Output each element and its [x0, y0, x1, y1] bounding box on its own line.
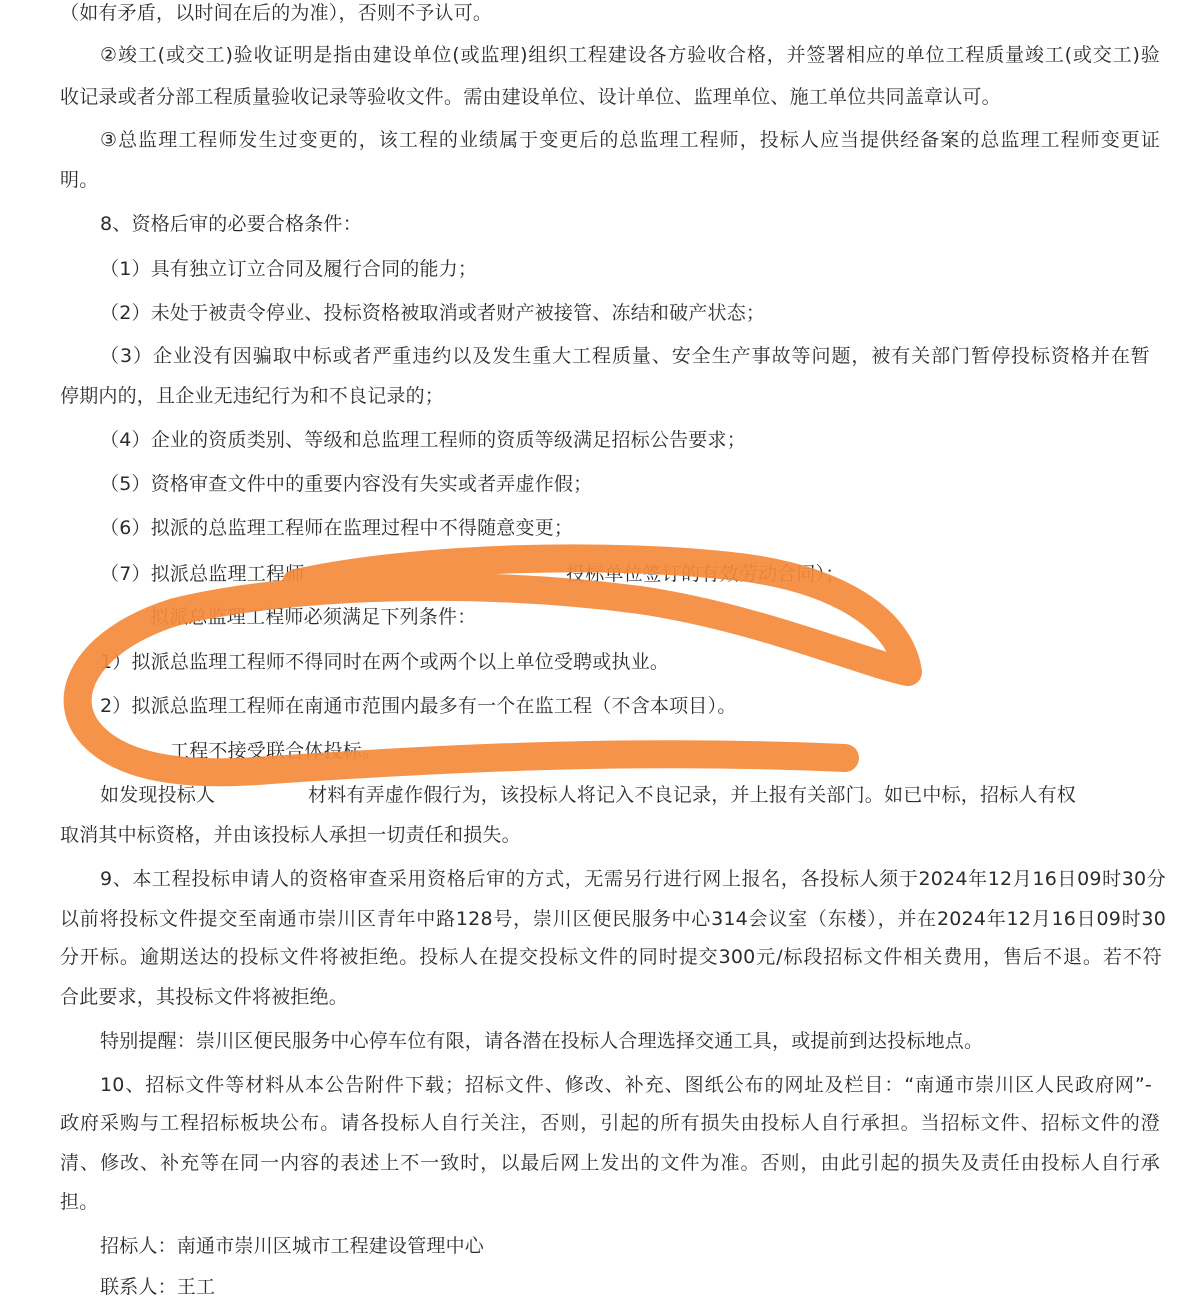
text-line: 停期内的，且企业无违纪行为和不良记录的；	[60, 385, 445, 407]
section-heading: 8、资格后审的必要合格条件：	[100, 213, 362, 235]
list-item-fragment: 投标单位签订的有效劳动合同）；	[566, 563, 845, 585]
text-line: 政府采购与工程招标板块公布。请各投标人自行关注，否则，引起的所有损失由投标人自行承担。当招标文件、招标文件的澄	[60, 1112, 1160, 1134]
text-line: 担。	[60, 1191, 99, 1213]
text-line: （如有矛盾，以时间在后的为准），否则不予认可。	[60, 2, 493, 24]
text-line: 分开标。逾期送达的投标文件将被拒绝。投标人在提交投标文件的同时提交300元/标段招标文件相关费用，售后不退。若不符	[60, 946, 1162, 968]
list-item: 1）拟派总监理工程师不得同时在两个或两个以上单位受聘或执业。	[100, 651, 670, 673]
text-line: 9、本工程投标申请人的资格审查采用资格后审的方式，无需另行进行网上报名，各投标人须于2024年12月16日09时30分	[100, 868, 1166, 890]
text-line: 10、招标文件等材料从本公告附件下载；招标文件、修改、补充、图纸公布的网址及栏目：“南通市崇川区人民政府网”-	[100, 1074, 1152, 1096]
text-line: 取消其中标资格，并由该投标人承担一切责任和损失。	[60, 824, 521, 846]
list-item-fragment: 拟派总监理工程师必须满足下列条件：	[150, 606, 477, 628]
list-item: （7）拟派总监理工程师	[100, 563, 305, 585]
text-line: 以前将投标文件提交至南通市崇川区青年中路128号，崇川区便民服务中心314会议室（东楼），并在2024年12月16日09时30	[60, 908, 1166, 930]
list-item: （2）未处于被责令停业、投标资格被取消或者财产被接管、冻结和破产状态；	[100, 302, 766, 324]
list-item: （3）企业没有因骗取中标或者严重违约以及发生重大工程质量、安全生产事故等问题，被有关部门暂停投标资格并在暂	[100, 345, 1150, 367]
text-line: 特别提醒：崇川区便民服务中心停车位有限，请各潜在投标人合理选择交通工具，或提前到达投标地点。	[100, 1030, 984, 1052]
text-line: ②竣工(或交工)验收证明是指由建设单位(或监理)组织工程建设各方验收合格，并签署相应的单位工程质量竣工(或交工)验	[100, 44, 1160, 66]
tenderer-line: 招标人：南通市崇川区城市工程建设管理中心	[100, 1235, 485, 1257]
list-item: （6）拟派的总监理工程师在监理过程中不得随意变更；	[100, 517, 574, 539]
contact-line: 联系人：王工	[100, 1276, 216, 1298]
text-line-fragment: 如发现投标人	[100, 784, 216, 806]
text-line: 明。	[60, 169, 99, 191]
text-line: 收记录或者分部工程质量验收记录等验收文件。需由建设单位、设计单位、监理单位、施工单位共同盖章认可。	[60, 86, 1001, 108]
list-item: （1）具有独立订立合同及履行合同的能力；	[100, 258, 478, 280]
text-line: 清、修改、补充等在同一内容的表述上不一致时，以最后网上发出的文件为准。否则，由此引起的损失及责任由投标人自行承	[60, 1152, 1160, 1174]
list-item: （4）企业的资质类别、等级和总监理工程师的资质等级满足招标公告要求；	[100, 429, 746, 451]
list-item: 2）拟派总监理工程师在南通市范围内最多有一个在监工程（不含本项目）。	[100, 695, 737, 717]
text-line: ③总监理工程师发生过变更的，该工程的业绩属于变更后的总监理工程师，投标人应当提供经备案的总监理工程师变更证	[100, 129, 1160, 151]
text-line: 合此要求，其投标文件将被拒绝。	[60, 986, 349, 1008]
list-item-fragment: 工程不接受联合体投标。	[170, 740, 382, 762]
text-line-fragment: 材料有弄虚作假行为，该投标人将记入不良记录，并上报有关部门。如已中标，招标人有权	[308, 784, 1077, 806]
list-item: （5）资格审查文件中的重要内容没有失实或者弄虚作假；	[100, 473, 593, 495]
